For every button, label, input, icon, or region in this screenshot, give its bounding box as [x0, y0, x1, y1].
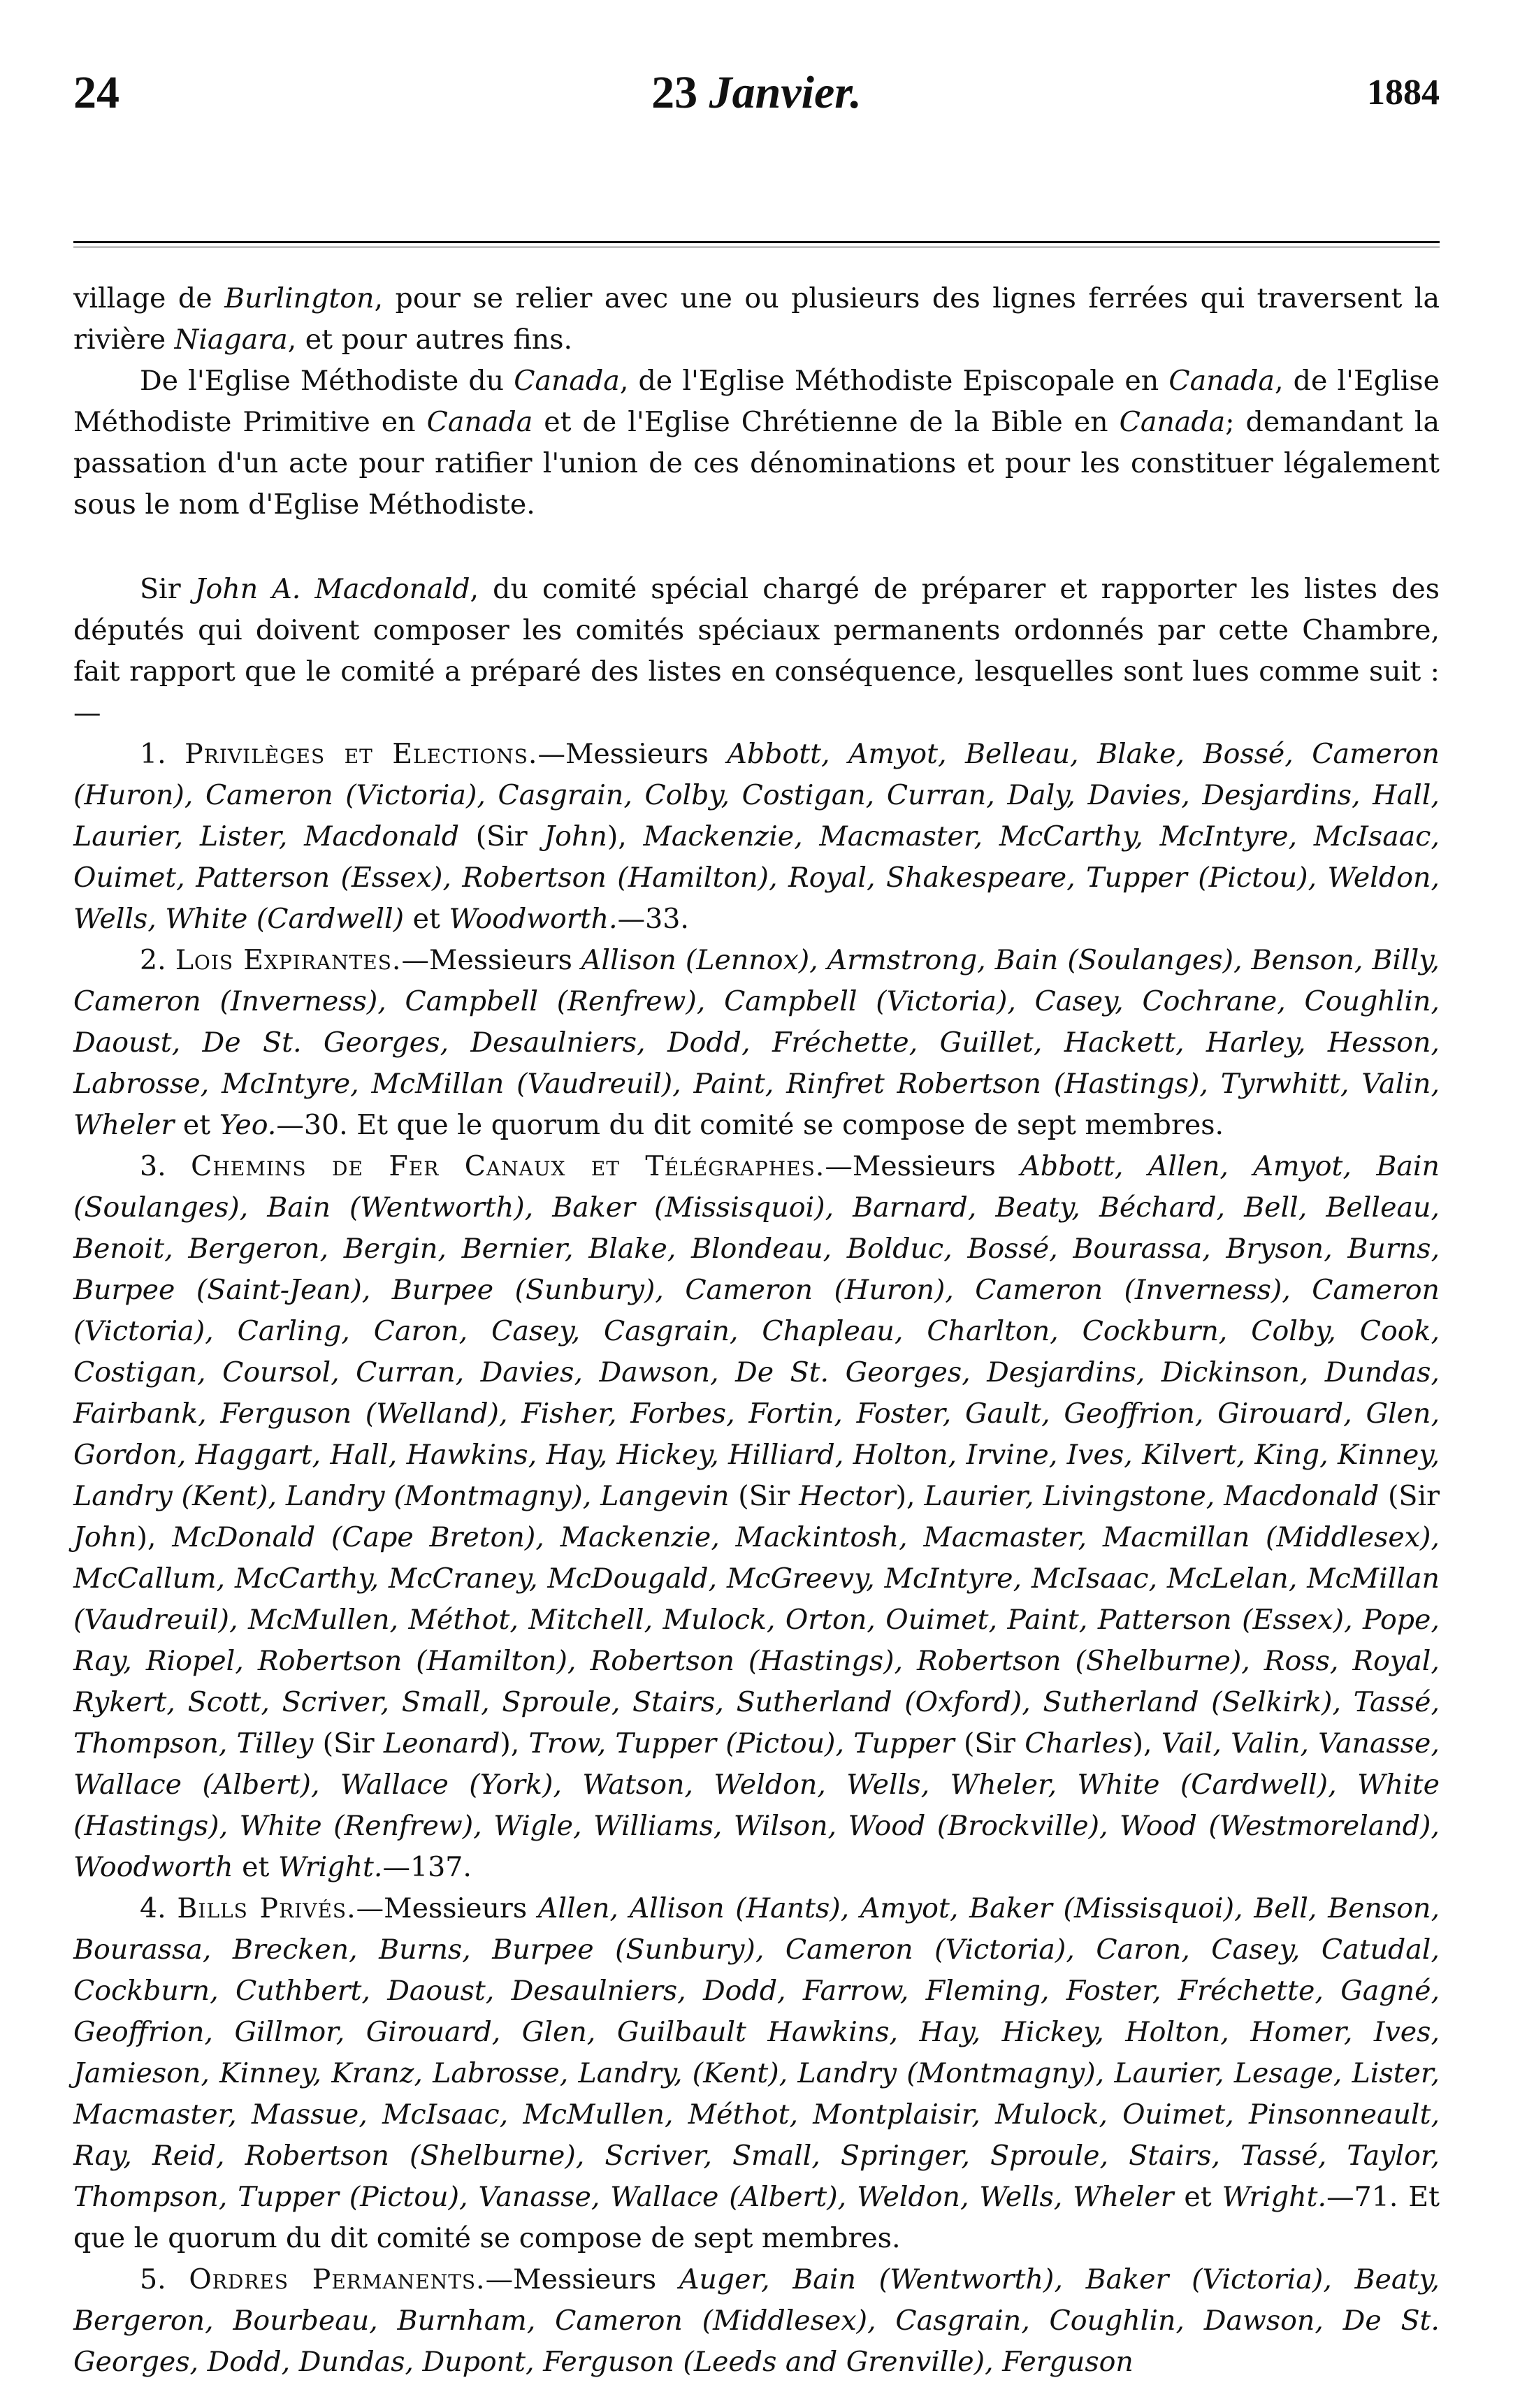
paragraph-continuation	[73, 278, 1440, 361]
committee-heading: Chemins de Fer Canaux et Télégraphes.	[191, 1150, 825, 1182]
text-run: 1.	[140, 738, 185, 770]
text-run: ),	[1132, 1727, 1161, 1760]
body-text	[73, 278, 1440, 2383]
italic-names: Charles	[1025, 1727, 1133, 1760]
text-run: et de l'Eglise Chrétienne de la Bible en	[533, 406, 1120, 438]
text-run: —Messieurs	[356, 1892, 538, 1924]
text-run: —71. Et que le quorum du dit comité se compose de sept membres.	[73, 2181, 1440, 2254]
committee-heading: Privilèges et Elections.	[184, 738, 538, 770]
page-header	[73, 66, 1440, 143]
italic-names: Canada	[514, 365, 620, 397]
text-run: (Sir	[459, 820, 544, 853]
italic-names: Auger, Bain (Wentworth), Baker (Victoria), Beaty, Bergeron, Bourbeau, Burnham, Cameron (Middlesex), Casgrain, Coughlin, Dawson, De St. Georges, Dodd, Dundas, Dupont, Ferguson (Leeds and Grenville), Ferguson	[73, 2263, 1440, 2378]
italic-names: John	[73, 1521, 137, 1553]
italic-names: Canada	[1168, 365, 1275, 397]
italic-names: Wright.	[277, 1851, 383, 1883]
paragraph-committee-report	[73, 569, 1440, 734]
italic-names: Vail, Valin, Vanasse, Wallace (Albert), Wallace (York), Watson, Weldon, Wells, Wheler, White (Cardwell), White (Hastings), White (Renfrew), Wigle, Williams, Wilson, Wood (Brockville), Wood (Westmoreland), Woodworth	[73, 1727, 1440, 1883]
paragraph-petition-methodist	[73, 361, 1440, 525]
italic-names: John	[544, 820, 607, 853]
document-page	[73, 66, 1440, 2383]
text-run: , pour se relier avec une ou plusieurs des lignes ferrées qui traversent la rivière	[73, 282, 1440, 356]
text-run: ),	[136, 1521, 173, 1553]
text-run: —137.	[382, 1851, 472, 1883]
text-run: et	[404, 903, 449, 935]
italic-names: Laurier, Livingstone, Macdonald	[924, 1480, 1380, 1512]
text-run: , de l'Eglise Méthodiste Primitive en	[73, 365, 1440, 438]
text-run: et	[1173, 2181, 1222, 2213]
committee-heading: Lois Expirantes.	[175, 944, 402, 976]
committee-railways-canals-telegraphs	[73, 1146, 1440, 1888]
italic-names: Woodworth.	[449, 903, 618, 935]
text-run: —Messieurs	[401, 944, 581, 976]
page-number: 24	[73, 67, 120, 118]
italic-names: Mackenzie, Macmaster, McCarthy, McIntyre, McIsaac, Ouimet, Patterson (Essex), Robertson (Hamilton), Royal, Shakespeare, Tupper (Pictou), Weldon, Wells, White (Cardwell)	[73, 820, 1440, 935]
date-day: 23	[651, 67, 698, 118]
italic-names: McDonald (Cape Breton), Mackenzie, Mackintosh, Macmaster, Macmillan (Middlesex), McCallum, McCarthy, McCraney, McDougald, McGreevy, McIntyre, McIsaac, McLelan, McMillan (Vaudreuil), McMullen, Méthot, Mitchell, Mulock, Orton, Ouimet, Paint, Patterson (Essex), Pope, Ray, Riopel, Robertson (Hamilton), Robertson (Hastings), Robertson (Shelburne), Ross, Royal, Rykert, Scott, Scriver, Small, Sproule, Stairs, Sutherland (Oxford), Sutherland (Selkirk), Tassé, Thompson, Tilley	[73, 1521, 1440, 1760]
italic-names: Canada	[426, 406, 533, 438]
text-run: , de l'Eglise Méthodiste Episcopale en	[619, 365, 1169, 397]
italic-names: Burlington	[224, 282, 375, 314]
text-run: 5.	[140, 2263, 189, 2295]
text-run: (Sir	[954, 1727, 1025, 1760]
italic-names: Hector	[799, 1480, 896, 1512]
text-run: ),	[607, 820, 644, 853]
committee-privileges-elections	[73, 734, 1440, 940]
text-run: (Sir	[1379, 1480, 1440, 1512]
italic-names: Canada	[1119, 406, 1226, 438]
italic-names: Yeo.	[219, 1109, 277, 1141]
date-month: Janvier.	[709, 67, 862, 118]
text-run: et	[174, 1109, 219, 1141]
committee-expiring-laws	[73, 940, 1440, 1146]
text-run: —Messieurs	[537, 738, 727, 770]
text-run: —30. Et que le quorum du dit comité se compose de sept membres.	[276, 1109, 1224, 1141]
italic-names: Leonard	[383, 1727, 500, 1760]
text-run: (Sir	[313, 1727, 384, 1760]
text-run: ; demandant la passation d'un acte pour ratifier l'union de ces dénominations et pour les constituer légalement sous le nom d'Eglise Méthodiste.	[73, 406, 1440, 521]
committee-heading: Ordres Permanents.	[189, 2263, 486, 2295]
italic-names: John A. Macdonald	[194, 573, 470, 605]
text-run: —Messieurs	[825, 1150, 1021, 1182]
text-run: , du comité spécial chargé de préparer et rapporter les listes des députés qui doivent composer les comités spéciaux permanents ordonnés par cette Chambre, fait rapport que le comité a préparé des listes en conséquence, lesquelles sont lues comme suit :—	[73, 573, 1440, 729]
committee-heading: Bills Privés.	[177, 1892, 356, 1924]
text-run: 2.	[140, 944, 175, 976]
text-run: ),	[895, 1480, 925, 1512]
committee-standing-orders	[73, 2259, 1440, 2383]
text-run: village de	[73, 282, 225, 314]
italic-names: Niagara	[174, 324, 288, 356]
italic-names: Wright.	[1222, 2181, 1327, 2213]
year: 1884	[1367, 73, 1440, 113]
text-run: Sir	[140, 573, 195, 605]
committee-private-bills	[73, 1888, 1440, 2259]
text-run: De l'Eglise Méthodiste du	[140, 365, 514, 397]
italic-names: Allison (Lennox), Armstrong, Bain (Soulanges), Benson, Billy, Cameron (Inverness), Campbell (Renfrew), Campbell (Victoria), Casey, Cochrane, Coughlin, Daoust, De St. Georges, Desaulniers, Dodd, Fréchette, Guillet, Hackett, Harley, Hesson, Labrosse, McIntyre, McMillan (Vaudreuil), Paint, Rinfret Robertson (Hastings), Tyrwhitt, Valin, Wheler	[73, 944, 1440, 1141]
text-run: —Messieurs	[485, 2263, 679, 2295]
text-run: , et pour autres fins.	[287, 324, 573, 356]
italic-names: Abbott, Amyot, Belleau, Blake, Bossé, Cameron (Huron), Cameron (Victoria), Casgrain, Colby, Costigan, Curran, Daly, Davies, Desjardins, Hall, Laurier, Lister, Macdonald	[73, 738, 1440, 853]
text-run: 3.	[140, 1150, 191, 1182]
italic-names: Abbott, Allen, Amyot, Bain (Soulanges), Bain (Wentworth), Baker (Missisquoi), Barnard, Beaty, Béchard, Bell, Belleau, Benoit, Bergeron, Bergin, Bernier, Blake, Blondeau, Bolduc, Bossé, Bourassa, Bryson, Burns, Burpee (Saint-Jean), Burpee (Sunbury), Cameron (Huron), Cameron (Inverness), Cameron (Victoria), Carling, Caron, Casey, Casgrain, Chapleau, Charlton, Cockburn, Colby, Cook, Costigan, Coursol, Curran, Davies, Dawson, De St. Georges, Desjardins, Dickinson, Dundas, Fairbank, Ferguson (Welland), Fisher, Forbes, Fortin, Foster, Gault, Geoffrion, Girouard, Glen, Gordon, Haggart, Hall, Hawkins, Hay, Hickey, Hilliard, Holton, Irvine, Ives, Kilvert, King, Kinney, Landry (Kent), Landry (Montmagny), Langevin	[73, 1150, 1440, 1512]
italic-names: Allen, Allison (Hants), Amyot, Baker (Missisquoi), Bell, Benson, Bourassa, Brecken, Burns, Burpee (Sunbury), Cameron (Victoria), Caron, Casey, Catudal, Cockburn, Cuthbert, Daoust, Desaulniers, Dodd, Farrow, Fleming, Foster, Fréchette, Gagné, Geoffrion, Gillmor, Girouard, Glen, Guilbault Hawkins, Hay, Hickey, Holton, Homer, Ives, Jamieson, Kinney, Kranz, Labrosse, Landry, (Kent), Landry (Montmagny), Laurier, Lesage, Lister, Macmaster, Massue, McIsaac, McMullen, Méthot, Montplaisir, Mulock, Ouimet, Pinsonneault, Ray, Reid, Robertson (Shelburne), Scriver, Small, Springer, Sproule, Stairs, Tassé, Taylor, Thompson, Tupper (Pictou), Vanasse, Wallace (Albert), Weldon, Wells, Wheler	[73, 1892, 1440, 2213]
text-run: (Sir	[729, 1480, 799, 1512]
text-run: ),	[500, 1727, 529, 1760]
italic-names: Trow, Tupper (Pictou), Tupper	[528, 1727, 955, 1760]
text-run: 4.	[140, 1892, 178, 1924]
text-run: et	[233, 1851, 278, 1883]
text-run: —33.	[617, 903, 689, 935]
date-heading	[73, 66, 1440, 119]
header-rule	[73, 241, 1440, 247]
